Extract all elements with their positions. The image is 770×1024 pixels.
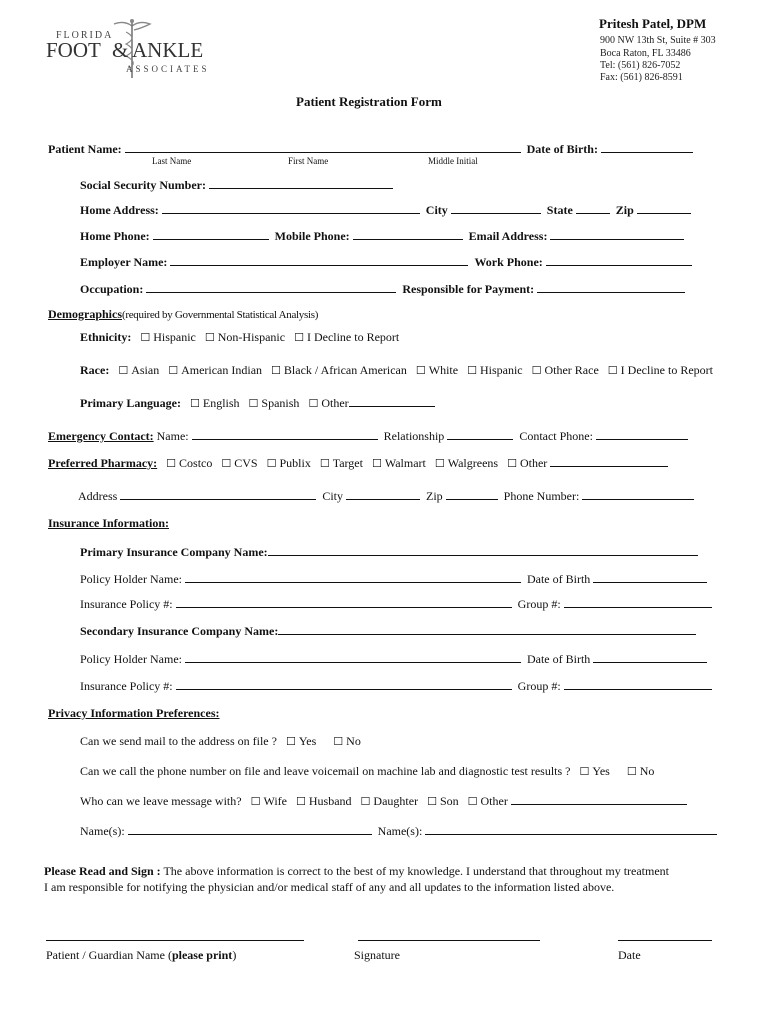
pharmacy-city-label: City — [322, 489, 343, 503]
pharmacy-address-field[interactable] — [120, 489, 316, 500]
sign-heading: Please Read and Sign : — [44, 864, 161, 878]
checkbox-icon[interactable]: ☐ — [166, 457, 177, 470]
privacy-heading: Privacy Information Preferences: — [48, 706, 220, 720]
checkbox-icon[interactable]: ☐ — [250, 795, 261, 808]
pharmacy-option: Other — [519, 456, 548, 470]
pharmacy-option: Walgreens — [447, 456, 499, 470]
patient-guardian-label: Patient / Guardian Name ( — [46, 948, 172, 962]
secondary-holder-field[interactable] — [185, 652, 521, 663]
patient-name-signature-line[interactable] — [46, 940, 304, 941]
checkbox-icon[interactable]: ☐ — [285, 735, 296, 748]
signature-line[interactable] — [358, 940, 540, 941]
policy-number-label: Insurance Policy #: — [80, 597, 173, 611]
logo-foot: FOOT — [46, 38, 101, 62]
secondary-insurance-label: Secondary Insurance Company Name: — [80, 624, 279, 638]
email-label: Email Address: — [468, 229, 548, 243]
responsible-label: Responsible for Payment: — [402, 282, 535, 296]
race-option: White — [428, 363, 459, 377]
emergency-heading: Emergency Contact: — [48, 429, 154, 443]
email-field[interactable] — [550, 229, 684, 240]
relationship-label: Relationship — [383, 429, 445, 443]
mobile-phone-label: Mobile Phone: — [274, 229, 350, 243]
emergency-name-label: Name: — [156, 429, 189, 443]
primary-policy-row — [80, 597, 715, 611]
zip-label: Zip — [615, 203, 634, 217]
race-row — [80, 363, 713, 378]
language-option: Other — [321, 396, 349, 410]
demographics-heading: Demographics — [48, 307, 122, 321]
pharmacy-option: Walmart — [384, 456, 426, 470]
checkbox-icon[interactable]: ☐ — [333, 735, 344, 748]
checkbox-icon[interactable]: ☐ — [308, 397, 319, 410]
sign-text-2: I am responsible for notifying the physician and/or medical staff of any and all updates to the information listed above. — [44, 880, 615, 894]
logo-associates: ASSOCIATES — [126, 64, 210, 74]
pharmacy-address-row — [78, 489, 697, 503]
ethnicity-row — [80, 330, 399, 345]
responsible-field[interactable] — [537, 282, 685, 293]
pharmacy-option: CVS — [234, 456, 258, 470]
emergency-name-field[interactable] — [192, 429, 378, 440]
doctor-name: Pritesh Patel, DPM — [599, 16, 707, 31]
pharmacy-zip-field[interactable] — [446, 489, 498, 500]
patient-name-label: Patient Name: — [48, 142, 122, 156]
dob-label: Date of Birth: — [526, 142, 598, 156]
logo-ampersand: & — [112, 38, 129, 62]
home-phone-field[interactable] — [153, 229, 269, 240]
checkbox-icon[interactable]: ☐ — [271, 364, 281, 377]
checkbox-icon[interactable]: ☐ — [319, 457, 330, 470]
address-line-1: 900 NW 13th St, Suite # 303 — [600, 35, 716, 46]
language-label: Primary Language: — [80, 396, 181, 410]
page-title: Patient Registration Form — [296, 94, 442, 109]
emergency-row — [48, 429, 691, 443]
primary-insurance-label: Primary Insurance Company Name: — [80, 545, 268, 559]
privacy-who-question: Who can we leave message with? — [80, 794, 242, 808]
first-name-caption: First Name — [288, 156, 329, 166]
checkbox-icon[interactable]: ☐ — [296, 795, 306, 808]
group-number-label: Group #: — [517, 679, 561, 693]
checkbox-icon[interactable]: ☐ — [531, 364, 542, 377]
city-field[interactable] — [451, 203, 541, 214]
pharmacy-option: Target — [332, 456, 363, 470]
language-option: English — [202, 396, 240, 410]
names-field-1[interactable] — [128, 824, 372, 835]
date-line[interactable] — [618, 940, 712, 941]
race-option: Asian — [131, 363, 160, 377]
yes-option: Yes — [592, 764, 610, 778]
pharmacy-option: Publix — [279, 456, 311, 470]
race-option: American Indian — [181, 363, 263, 377]
phone-row — [80, 229, 687, 243]
language-option: Spanish — [261, 396, 300, 410]
occupation-field[interactable] — [146, 282, 396, 293]
pharmacy-row — [48, 456, 671, 471]
logo-ankle: ANKLE — [132, 38, 204, 62]
policy-holder-label: Policy Holder Name: — [80, 652, 182, 666]
secondary-policy-field[interactable] — [176, 679, 512, 690]
checkbox-icon[interactable]: ☐ — [190, 397, 200, 410]
yes-option: Yes — [298, 734, 317, 748]
ssn-field[interactable] — [209, 178, 393, 189]
patient-name-field[interactable] — [125, 142, 521, 153]
ethnicity-label: Ethnicity: — [80, 330, 132, 344]
primary-insurance-row — [80, 545, 701, 559]
primary-holder-field[interactable] — [185, 572, 521, 583]
checkbox-icon[interactable]: ☐ — [427, 795, 437, 808]
who-option: Husband — [308, 794, 352, 808]
checkbox-icon[interactable]: ☐ — [607, 364, 618, 377]
relationship-field[interactable] — [447, 429, 513, 440]
policy-number-label: Insurance Policy #: — [80, 679, 173, 693]
ethnicity-option: Non-Hispanic — [217, 330, 286, 344]
who-option: Other — [480, 794, 508, 808]
patient-guardian-caption — [46, 948, 236, 962]
logo-florida: FLORIDA — [56, 30, 114, 41]
insurance-heading: Insurance Information: — [48, 516, 170, 530]
city-label: City — [425, 203, 448, 217]
secondary-policy-row — [80, 679, 715, 693]
last-name-caption: Last Name — [152, 156, 192, 166]
checkbox-icon[interactable]: ☐ — [204, 331, 215, 344]
privacy-voicemail-question: Can we call the phone number on file and leave voicemail on machine lab and diagnostic test results ? — [80, 764, 571, 778]
sign-text-1: The above information is correct to the best of my knowledge. I understand that throughout my treatment — [160, 864, 669, 878]
ethnicity-option: Hispanic — [153, 330, 196, 344]
patient-name-row — [48, 142, 696, 156]
names-field-2[interactable] — [425, 824, 717, 835]
pharmacy-option: Costco — [179, 456, 213, 470]
fax: Fax: (561) 826-8591 — [600, 72, 683, 83]
policy-holder-label: Policy Holder Name: — [80, 572, 182, 586]
contact-phone-field[interactable] — [596, 429, 688, 440]
occupation-label: Occupation: — [80, 282, 144, 296]
primary-holder-dob-field[interactable] — [593, 572, 707, 583]
dob-field[interactable] — [601, 142, 693, 153]
primary-insurance-field[interactable] — [268, 545, 698, 556]
checkbox-icon[interactable]: ☐ — [371, 457, 382, 470]
holder-dob-label: Date of Birth — [526, 652, 591, 666]
checkbox-icon[interactable]: ☐ — [294, 331, 304, 344]
logo — [46, 18, 216, 78]
home-address-row — [80, 203, 694, 217]
secondary-holder-dob-field[interactable] — [593, 652, 707, 663]
signature-caption: Signature — [354, 948, 400, 962]
privacy-who-row — [80, 794, 690, 809]
checkbox-icon[interactable]: ☐ — [248, 397, 259, 410]
tel: Tel: (561) 826-7052 — [600, 60, 681, 71]
no-option: No — [346, 734, 361, 748]
checkbox-icon[interactable]: ☐ — [467, 795, 478, 808]
privacy-mail-row — [80, 734, 361, 749]
who-other-field[interactable] — [511, 794, 687, 805]
employer-field[interactable] — [170, 255, 468, 266]
who-option: Son — [439, 794, 459, 808]
language-row — [80, 396, 438, 411]
checkbox-icon[interactable]: ☐ — [168, 364, 179, 377]
race-option: Black / African American — [283, 363, 407, 377]
sign-paragraph-line-1 — [44, 864, 669, 878]
address-line-2: Boca Raton, FL 33486 — [600, 48, 691, 59]
who-option: Wife — [263, 794, 287, 808]
primary-policy-field[interactable] — [176, 597, 512, 608]
pharmacy-zip-label: Zip — [426, 489, 443, 503]
employer-row — [80, 255, 695, 269]
primary-holder-row — [80, 572, 710, 586]
race-option: Other Race — [544, 363, 599, 377]
language-other-field[interactable] — [349, 396, 435, 407]
pharmacy-phone-label: Phone Number: — [503, 489, 580, 503]
demographics-heading-row — [48, 307, 318, 322]
privacy-names-row — [80, 824, 720, 838]
home-address-label: Home Address: — [80, 203, 159, 217]
secondary-group-field[interactable] — [564, 679, 712, 690]
home-address-field[interactable] — [162, 203, 420, 214]
no-option: No — [639, 764, 655, 778]
occupation-row — [80, 282, 688, 296]
middle-initial-caption: Middle Initial — [428, 156, 478, 166]
employer-label: Employer Name: — [80, 255, 168, 269]
checkbox-icon[interactable]: ☐ — [360, 795, 371, 808]
checkbox-icon[interactable]: ☐ — [434, 457, 445, 470]
date-caption: Date — [618, 948, 641, 962]
demographics-note: (required by Governmental Statistical Analysis) — [122, 309, 319, 321]
checkbox-icon[interactable]: ☐ — [266, 457, 277, 470]
please-print-label: please print — [171, 948, 233, 962]
race-option: Hispanic — [479, 363, 523, 377]
pharmacy-city-field[interactable] — [346, 489, 420, 500]
ssn-row — [80, 178, 396, 192]
secondary-insurance-row — [80, 624, 699, 638]
primary-group-field[interactable] — [564, 597, 712, 608]
home-phone-label: Home Phone: — [80, 229, 150, 243]
race-label: Race: — [80, 363, 110, 377]
checkbox-icon[interactable]: ☐ — [467, 364, 477, 377]
group-number-label: Group #: — [517, 597, 561, 611]
ethnicity-option: I Decline to Report — [306, 330, 400, 344]
state-label: State — [546, 203, 573, 217]
work-phone-label: Work Phone: — [474, 255, 543, 269]
privacy-voicemail-row — [80, 764, 654, 779]
checkbox-icon[interactable]: ☐ — [507, 457, 517, 470]
checkbox-icon[interactable]: ☐ — [118, 364, 129, 377]
checkbox-icon[interactable]: ☐ — [579, 765, 590, 778]
close-paren: ) — [232, 948, 237, 962]
work-phone-field[interactable] — [546, 255, 692, 266]
race-option: I Decline to Report — [620, 363, 713, 377]
mobile-phone-field[interactable] — [353, 229, 463, 240]
checkbox-icon[interactable]: ☐ — [140, 331, 151, 344]
names-label: Name(s): — [377, 824, 423, 838]
pharmacy-heading: Preferred Pharmacy: — [48, 456, 158, 470]
pharmacy-other-field[interactable] — [550, 456, 668, 467]
checkbox-icon[interactable]: ☐ — [415, 364, 426, 377]
names-label: Name(s): — [80, 824, 125, 838]
ssn-label: Social Security Number: — [80, 178, 206, 192]
privacy-mail-question: Can we send mail to the address on file ? — [80, 734, 277, 748]
secondary-holder-row — [80, 652, 710, 666]
pharmacy-address-label: Address — [78, 489, 118, 503]
checkbox-icon[interactable]: ☐ — [221, 457, 232, 470]
who-option: Daughter — [373, 794, 419, 808]
contact-phone-label: Contact Phone: — [519, 429, 593, 443]
holder-dob-label: Date of Birth — [526, 572, 591, 586]
secondary-insurance-field[interactable] — [278, 624, 696, 635]
checkbox-icon[interactable]: ☐ — [626, 765, 637, 778]
pharmacy-phone-field[interactable] — [582, 489, 694, 500]
zip-field[interactable] — [637, 203, 691, 214]
state-field[interactable] — [576, 203, 610, 214]
